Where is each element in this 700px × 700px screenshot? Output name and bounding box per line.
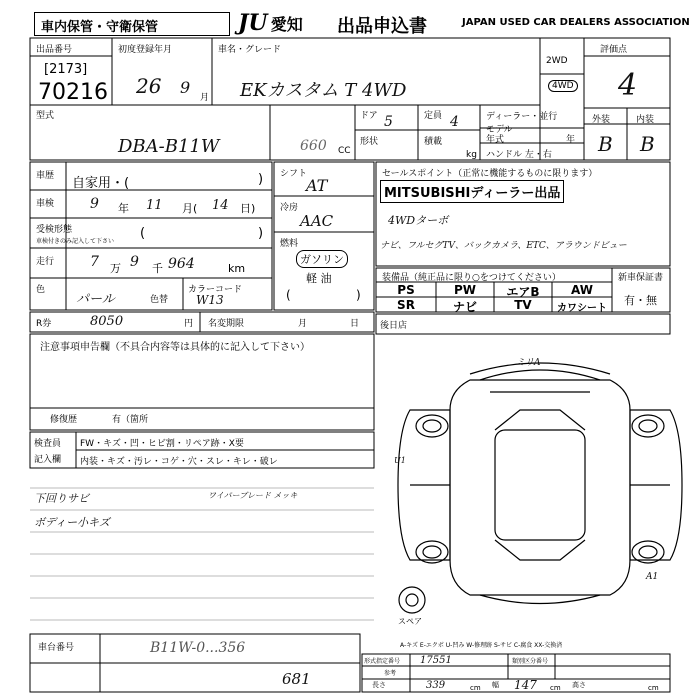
color-change-label: 色替 <box>150 295 169 305</box>
lot-number: 70216 <box>38 80 108 105</box>
selling-point-line2: ナビ、フルセグTV、バックカメラ、ETC、アラウンドビュー <box>380 241 627 251</box>
history-close: ) <box>258 172 264 187</box>
name-change-label: 名変期限 <box>208 319 245 329</box>
reference-label: 参考 <box>384 670 397 677</box>
note-line2: ボディー小キズ <box>34 516 110 529</box>
mileage-man-unit: 万 <box>110 262 121 275</box>
score-label: 評価点 <box>600 45 628 55</box>
inspection-day: 14 <box>212 198 229 213</box>
storage-label: 車内保管・守衛保管 <box>41 20 159 35</box>
mileage-label: 走行 <box>36 257 55 267</box>
document-title: 出品申込書 <box>337 16 427 37</box>
drive-2wd: 2WD <box>546 56 568 66</box>
model-grade-label: 車名・グレード <box>218 45 282 55</box>
equip-ps: PS <box>397 283 415 297</box>
reception-close: ) <box>258 226 264 241</box>
inspector-entry-label: 記入欄 <box>34 455 62 465</box>
inspector-row1: FW・キズ・凹・ヒビ割・リペア跡・X要 <box>80 439 244 449</box>
exterior-grade: B <box>598 132 613 156</box>
inspection-month-unit: 月( <box>182 202 198 215</box>
dealer-badge: MITSUBISHIディーラー出品 <box>380 180 564 203</box>
later-label: 後日店 <box>380 321 408 331</box>
ac-value: AAC <box>300 212 334 230</box>
diagram-top-label: ミリA <box>516 358 541 368</box>
damage-legend: A-キズ E-エクボ U-凹み W-修理跡 S-サビ C-腐食 XX-交換済 <box>400 642 563 649</box>
mileage-sen: 9 <box>130 254 139 270</box>
capacity-value: 4 <box>450 114 459 130</box>
equipment-label: 装備品（純正品に限り○をつけてください） <box>382 273 561 283</box>
form-number-value: 17551 <box>420 655 452 666</box>
selling-points-label: セールスポイント（正常に機能するものに限ります） <box>382 169 598 179</box>
year-unit: 年 <box>566 135 576 145</box>
month-unit: 月 <box>200 93 210 103</box>
diagram-left-label: U1 <box>394 456 406 465</box>
inspector-label: 検査員 <box>34 439 62 449</box>
reception-open: ( <box>140 226 146 241</box>
inspection-month: 11 <box>146 198 163 213</box>
lot-sub-number: [2173] <box>44 62 88 77</box>
note-line1: 下回りサビ <box>34 492 89 505</box>
exterior-label: 外装 <box>592 115 611 125</box>
class-number-label: 類別区分番号 <box>512 658 549 665</box>
model-code-value: DBA-B11W <box>118 136 220 157</box>
shift-label: シフト <box>280 169 308 179</box>
form-number-label: 形式指定番号 <box>364 658 401 665</box>
name-change-day: 日 <box>350 319 360 329</box>
doors-value: 5 <box>384 114 393 130</box>
fuel-diesel: 軽 油 <box>306 272 332 285</box>
inspection-year-unit: 年 <box>118 202 129 215</box>
kg-unit: kg <box>466 150 477 160</box>
mileage-man: 7 <box>90 254 99 270</box>
handle-label: ハンドル 左・右 <box>486 150 552 160</box>
equip-navi: ナビ <box>452 300 477 314</box>
inspection-day-unit: 日) <box>240 202 256 215</box>
score-value: 4 <box>618 68 638 103</box>
interior-grade: B <box>640 132 655 156</box>
mileage-sen-unit: 千 <box>152 262 163 275</box>
equip-pw: PW <box>453 283 477 297</box>
reception-note: 車検付きのみ記入して下さい <box>36 238 115 245</box>
chassis-value: B11W-0...356 <box>150 640 246 656</box>
note-right1: ワイパーブレード メッキ <box>208 491 298 500</box>
fuel-open: ( <box>286 288 291 302</box>
warranty-value: 有・無 <box>624 294 657 307</box>
interior-label: 内装 <box>636 115 655 125</box>
repair-value: 有（箇所 <box>112 415 149 425</box>
chassis-second: 681 <box>282 670 311 688</box>
model-code-label: 型式 <box>36 111 55 121</box>
doors-label: ドア <box>360 111 378 121</box>
spare-label: スペア <box>398 617 422 626</box>
model-grade-value: EKカスタム T 4WD <box>240 80 407 101</box>
year-label: 年式 <box>486 135 505 145</box>
height-label: 高さ <box>572 681 586 689</box>
displacement-unit: CC <box>338 146 351 156</box>
ac-label: 冷房 <box>280 203 299 213</box>
load-label: 積載 <box>424 137 443 147</box>
dealer-label: ディーラー・並行 <box>486 112 558 122</box>
first-registration-label: 初度登録年月 <box>118 45 173 55</box>
color-label: 色 <box>36 285 46 295</box>
inspection-label: 車検 <box>36 199 55 209</box>
height-cm: cm <box>648 684 659 692</box>
model-label: モデル <box>486 125 513 135</box>
selling-point-line1: 4WDターボ <box>388 214 449 227</box>
first-registration-month: 9 <box>180 78 191 97</box>
inspector-row2: 内装・キズ・汚レ・コゲ・穴・スレ・キレ・破レ <box>80 457 278 467</box>
name-change-month: 月 <box>298 319 308 329</box>
lot-number-label: 出品番号 <box>36 45 73 55</box>
diagram-right-label: A1 <box>646 572 659 582</box>
equip-leather-seat: カワシート <box>557 303 607 314</box>
shift-value: AT <box>306 176 328 195</box>
fuel-close: ) <box>356 288 361 302</box>
inspection-year: 9 <box>90 196 99 212</box>
width-value: 147 <box>514 678 537 692</box>
reception-label: 受検形態 <box>36 225 73 235</box>
equip-sr: SR <box>397 298 415 312</box>
capacity-label: 定員 <box>424 111 443 121</box>
recycle-unit: 円 <box>184 319 194 329</box>
recycle-value: 8050 <box>90 314 124 329</box>
recycle-label: R券 <box>36 319 52 329</box>
association-name: JAPAN USED CAR DEALERS ASSOCIATION <box>462 17 690 28</box>
org-name: 愛知 <box>270 15 303 34</box>
fuel-gasoline: ガソリン <box>296 250 348 268</box>
warranty-label: 新車保証書 <box>618 273 664 283</box>
shape-label: 形状 <box>360 137 379 147</box>
logo-mark: JU <box>238 10 268 36</box>
history-label: 車歴 <box>36 171 55 181</box>
length-cm: cm <box>470 684 481 692</box>
equip-airbag: エアB <box>506 285 540 299</box>
caution-label: 注意事項申告欄（不具合内容等は具体的に記入して下さい） <box>40 342 310 353</box>
equip-aw: AW <box>571 283 593 297</box>
chassis-label: 車台番号 <box>38 643 75 653</box>
color-code-value: W13 <box>196 293 224 307</box>
length-label: 長さ <box>372 681 386 689</box>
length-value: 339 <box>426 680 446 691</box>
color-code-label: カラーコード <box>188 285 243 295</box>
mileage-rest: 964 <box>168 256 195 272</box>
first-registration-year: 26 <box>136 74 162 98</box>
displacement-value: 660 <box>300 138 327 154</box>
width-cm: cm <box>550 684 561 692</box>
mileage-unit: km <box>228 262 246 275</box>
drive-4wd: 4WD <box>548 80 578 92</box>
repair-label: 修復歴 <box>50 415 78 425</box>
fuel-label: 燃料 <box>280 239 299 249</box>
history-value: 自家用・( <box>72 176 130 191</box>
width-label: 幅 <box>492 681 499 689</box>
color-value: パール <box>76 292 115 307</box>
equip-tv: TV <box>514 298 532 312</box>
